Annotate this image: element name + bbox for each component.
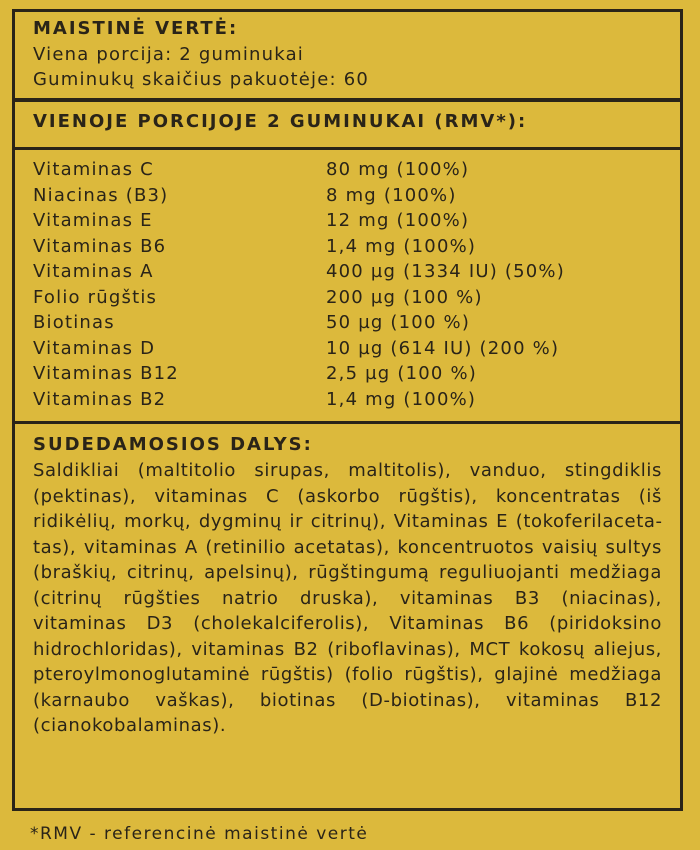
footnote: *RMV - referencinė maistinė vertė — [30, 824, 369, 844]
vitamin-row — [33, 361, 662, 387]
vitamin-amount: 2,5 µg (100 %) — [326, 363, 477, 384]
vitamin-name: Vitaminas A — [33, 261, 154, 282]
vitamin-amount: 400 µg (1334 IU) (50%) — [326, 261, 565, 282]
vitamin-amount: 50 µg (100 %) — [326, 312, 471, 333]
vitamin-row — [33, 259, 662, 285]
vitamin-table — [33, 157, 662, 412]
vitamin-amount: 200 µg (100 %) — [326, 286, 483, 308]
vitamin-name: Vitaminas C — [33, 159, 154, 180]
serving-size: Viena porcija: 2 guminukai — [33, 44, 305, 65]
vitamin-name: Vitaminas B6 — [33, 235, 167, 257]
vitamin-row — [33, 208, 662, 234]
vitamin-name: Vitaminas B12 — [33, 363, 179, 384]
vitamin-row — [33, 387, 662, 413]
vitamin-name: Folio rūgštis — [33, 286, 158, 308]
vitamin-name: Vitaminas D — [33, 337, 156, 359]
vitamin-amount: 10 µg (614 IU) (200 %) — [326, 337, 560, 359]
vitamin-amount: 8 mg (100%) — [326, 184, 457, 206]
ingredients-text: Saldikliai (maltitolio sirupas, maltitolis), vanduo, stingdiklis (pektinas), vitaminas C (askorbo rūgštis), koncentratas (iš ridikėlių, morkų, dygminų ir citrinų), Vitaminas E (tokoferilacetatas), vitaminas A (retinilio acetatas), koncentruotos vaisių sultys (braškių, citrinų, apelsinų), rūgštingumą reguliuojanti medžiaga (citrinų rūgšties natrio druska), vitaminas B3 (niacinas), vitaminas D3 (cholekalciferolis), Vitaminas B6 (piridoksino hidrochloridas), vitaminas B2 (riboflavinas), MCT kokosų aliejus, pteroylmonoglutaminė rūgštis) (folio rūgštis), glajinė medžiaga (karnaubo vaškas), biotinas (D-biotinas), vitaminas B12 (cianokobalaminas). — [33, 460, 662, 736]
vitamin-row — [33, 336, 662, 362]
vitamin-name: Biotinas — [33, 312, 115, 333]
vitamin-row — [33, 157, 662, 183]
vitamin-name: Vitaminas B2 — [33, 388, 167, 410]
vitamin-row — [33, 234, 662, 260]
nutrition-facts-panel — [12, 9, 683, 811]
vitamin-amount: 80 mg (100%) — [326, 159, 470, 180]
per-serving-title: VIENOJE PORCIJOJE 2 GUMINUKAI (RMV*): — [33, 111, 528, 132]
vitamin-row — [33, 285, 662, 311]
vitamin-name: Vitaminas E — [33, 210, 153, 231]
nutrition-title: MAISTINĖ VERTĖ: — [33, 18, 239, 39]
vitamin-amount: 1,4 mg (100%) — [326, 388, 477, 410]
vitamin-amount: 12 mg (100%) — [326, 210, 470, 231]
vitamin-row — [33, 310, 662, 336]
package-count: Guminukų skaičius pakuotėje: 60 — [33, 69, 370, 90]
vitamin-row — [33, 183, 662, 209]
ingredients-title: SUDEDAMOSIOS DALYS: — [33, 434, 313, 455]
vitamin-amount: 1,4 mg (100%) — [326, 235, 477, 257]
vitamin-name: Niacinas (B3) — [33, 184, 169, 206]
